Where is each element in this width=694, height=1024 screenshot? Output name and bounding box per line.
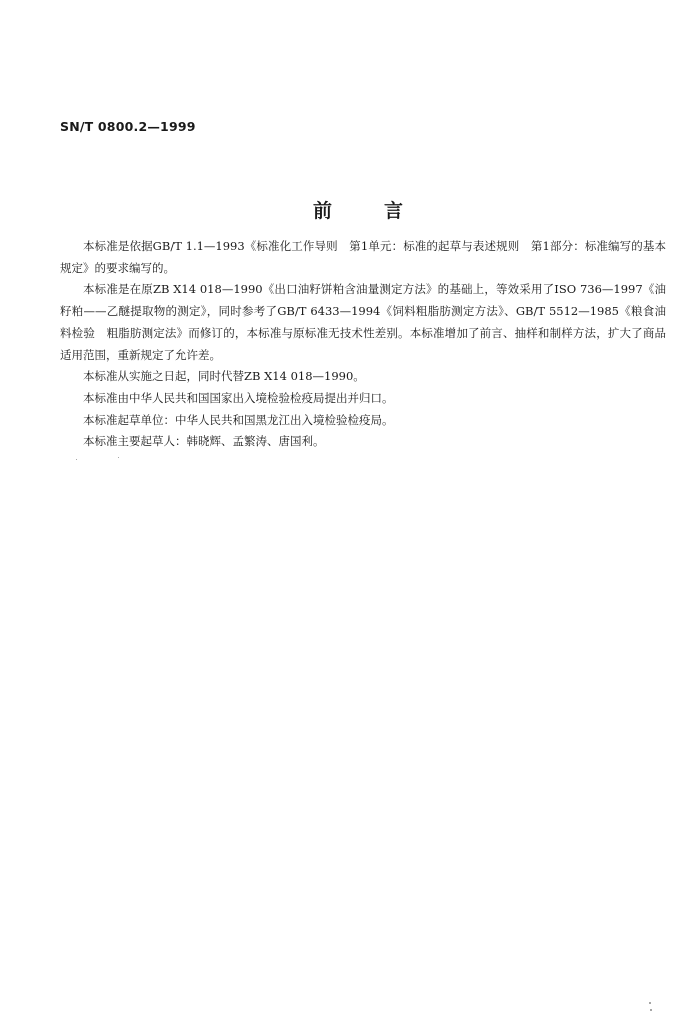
scan-speck [649,1002,651,1004]
paragraph-revision-basis: 本标准是在原ZB X14 018—1990《出口油籽饼粕含油量测定方法》的基础上，等效采用了ISO 736—1997《油籽粕——乙醚提取物的测定》，同时参考了GB/T 6433—1994《饲料粗脂肪测定方法》、GB/T 5512—1985《粮食油料检验 粗脂肪测定法》而修订的，本标准与原标准无技术性差别。本标准增加了前言、抽样和制样方法，扩大了商品适用范围，重新规定了允许差。 [60,282,666,362]
standard-code: SN/T 0800.2—1999 [60,119,196,134]
paragraph-drafters: 本标准主要起草人：韩晓辉、孟繁涛、唐国利。 [83,434,325,449]
paragraph-proposer: 本标准由中华人民共和国国家出入境检验检疫局提出并归口。 [83,390,394,405]
scan-speck [118,457,119,458]
foreword-body [60,236,666,453]
paragraph-effective-date: 本标准从实施之日起，同时代替ZB X14 018—1990。 [83,369,365,384]
scan-speck [76,459,77,460]
paragraph-drafting-basis: 本标准是依据GB/T 1.1—1993《标准化工作导则 第1单元：标准的起草与表述规则 第1部分：标准编写的基本规定》的要求编写的。 [60,239,666,275]
paragraph-drafting-unit: 本标准起草单位：中华人民共和国黑龙江出入境检验检疫局。 [83,412,394,427]
foreword-heading: 前言 [313,200,456,222]
scan-speck [650,1009,652,1011]
